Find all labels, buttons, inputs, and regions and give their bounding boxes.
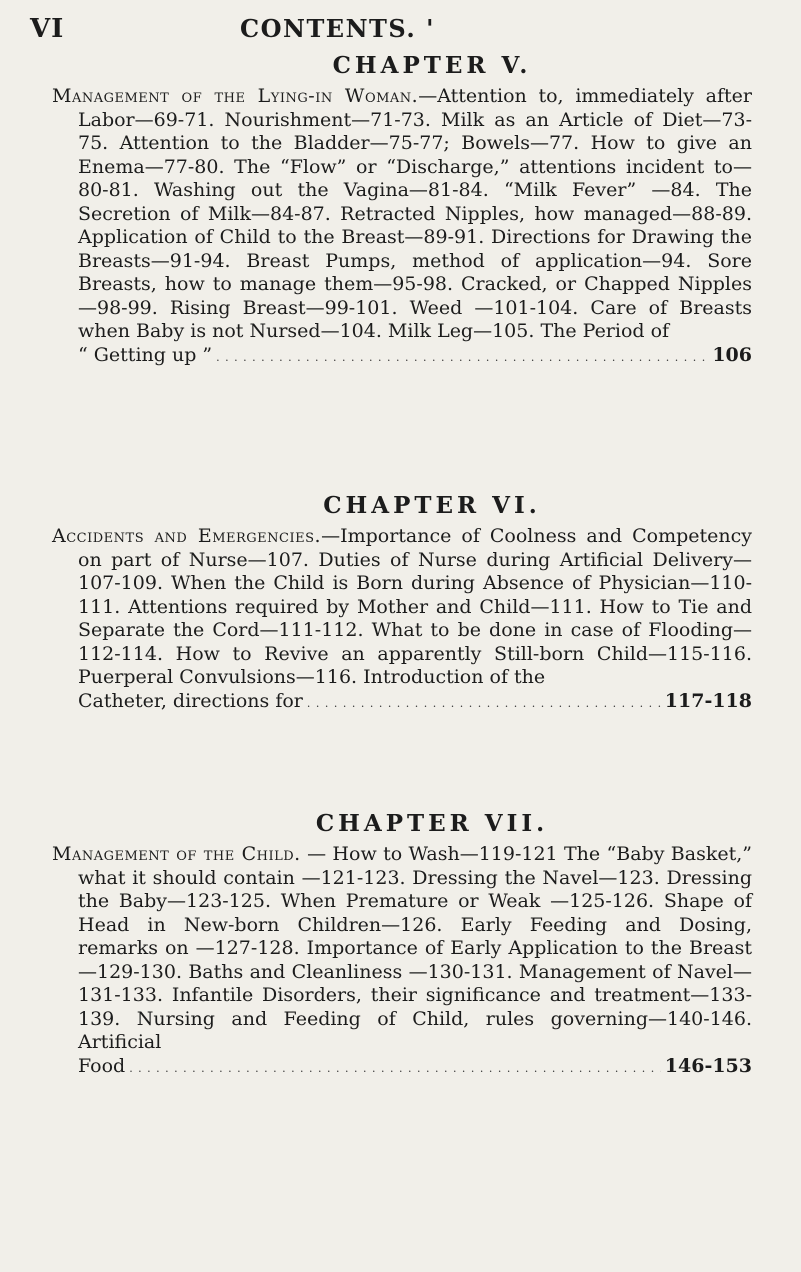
chapter-5 [52, 52, 752, 369]
leader-text: Catheter, directions for [78, 689, 303, 712]
chapter-entry [52, 843, 752, 1055]
page-reference: 106 [712, 343, 752, 366]
running-title [240, 14, 435, 43]
page-folio: VI [30, 14, 65, 44]
chapter-6 [52, 492, 752, 715]
entry-head: Management of the Lying-in Woman. [52, 85, 419, 107]
running-head [30, 14, 781, 50]
dot-leader [307, 690, 661, 716]
chapter-heading: CHAPTER VI. [323, 492, 541, 519]
chapter-heading: CHAPTER VII. [315, 810, 549, 837]
chapter-entry [52, 525, 752, 690]
entry-head: Accidents and Emergencies. [52, 525, 322, 547]
page-reference: 117-118 [664, 689, 752, 712]
entry-text: —Attention to, immediately after Labor—69-71. Nourishment—71-73. Milk as an Article of Diet—73-75. Attention to the Bladder—75-77; Bowels—77. How to give an Enema—77-80. The “Flow” or “Discharge,” attentions incident to—80-81. Washing out the Vagina—81-84. “Milk Fever” —84. The Secretion of Milk—84-87. Retracted Nipples, how managed—88-89. Application of Child to the Breast—89-91. Directions for Drawing the Breasts—91-94. Breast Pumps, method of application—94. Sore Breasts, how to manage them—95-98. Cracked, or Chapped Nipples—98-99. Rising Breast—99-101. Weed —101-104. Care of Breasts when Baby is not Nursed—104. Milk Leg—105. The Period of [78, 85, 752, 342]
leader-line [52, 690, 752, 716]
leader-line [52, 344, 752, 370]
dot-leader [129, 1055, 661, 1081]
page-reference: 146-153 [664, 1054, 752, 1077]
leader-text: “ Getting up ” [78, 343, 213, 366]
running-title-mark: ' [426, 14, 435, 43]
leader-text: Food [78, 1054, 126, 1077]
entry-text: — How to Wash—119-121 The “Baby Basket,” what it should contain —121-123. Dressing the Navel—123. Dressing the Baby—123-125. When Premature or Weak —125-126. Shape of Head in New-born Children—126. Early Feeding and Dosing, remarks on —127-128. Importance of Early Application to the Breast—129-130. Baths and Cleanliness —130-131. Management of Navel—131-133. Infantile Disorders, their significance and treatment—133-139. Nursing and Feeding of Child, rules governing—140-146. Artificial [78, 843, 752, 1053]
leader-line [52, 1055, 752, 1081]
entry-head: Management of the Child. [52, 843, 301, 865]
dot-leader [216, 344, 708, 370]
chapter-heading: CHAPTER V. [332, 52, 532, 79]
chapter-7 [52, 810, 752, 1080]
entry-text: —Importance of Coolness and Competency on part of Nurse—107. Duties of Nurse during Artificial Delivery—107-109. When the Child is Born during Absence of Physician—110-111. Attentions required by Mother and Child—111. How to Tie and Separate the Cord—111-112. What to be done in case of Flooding—112-114. How to Revive an apparently Still-born Child—115-116. Puerperal Convulsions—116. Introduction of the [78, 525, 753, 688]
running-title-text: CONTENTS. [240, 14, 417, 43]
chapter-entry [52, 85, 752, 344]
